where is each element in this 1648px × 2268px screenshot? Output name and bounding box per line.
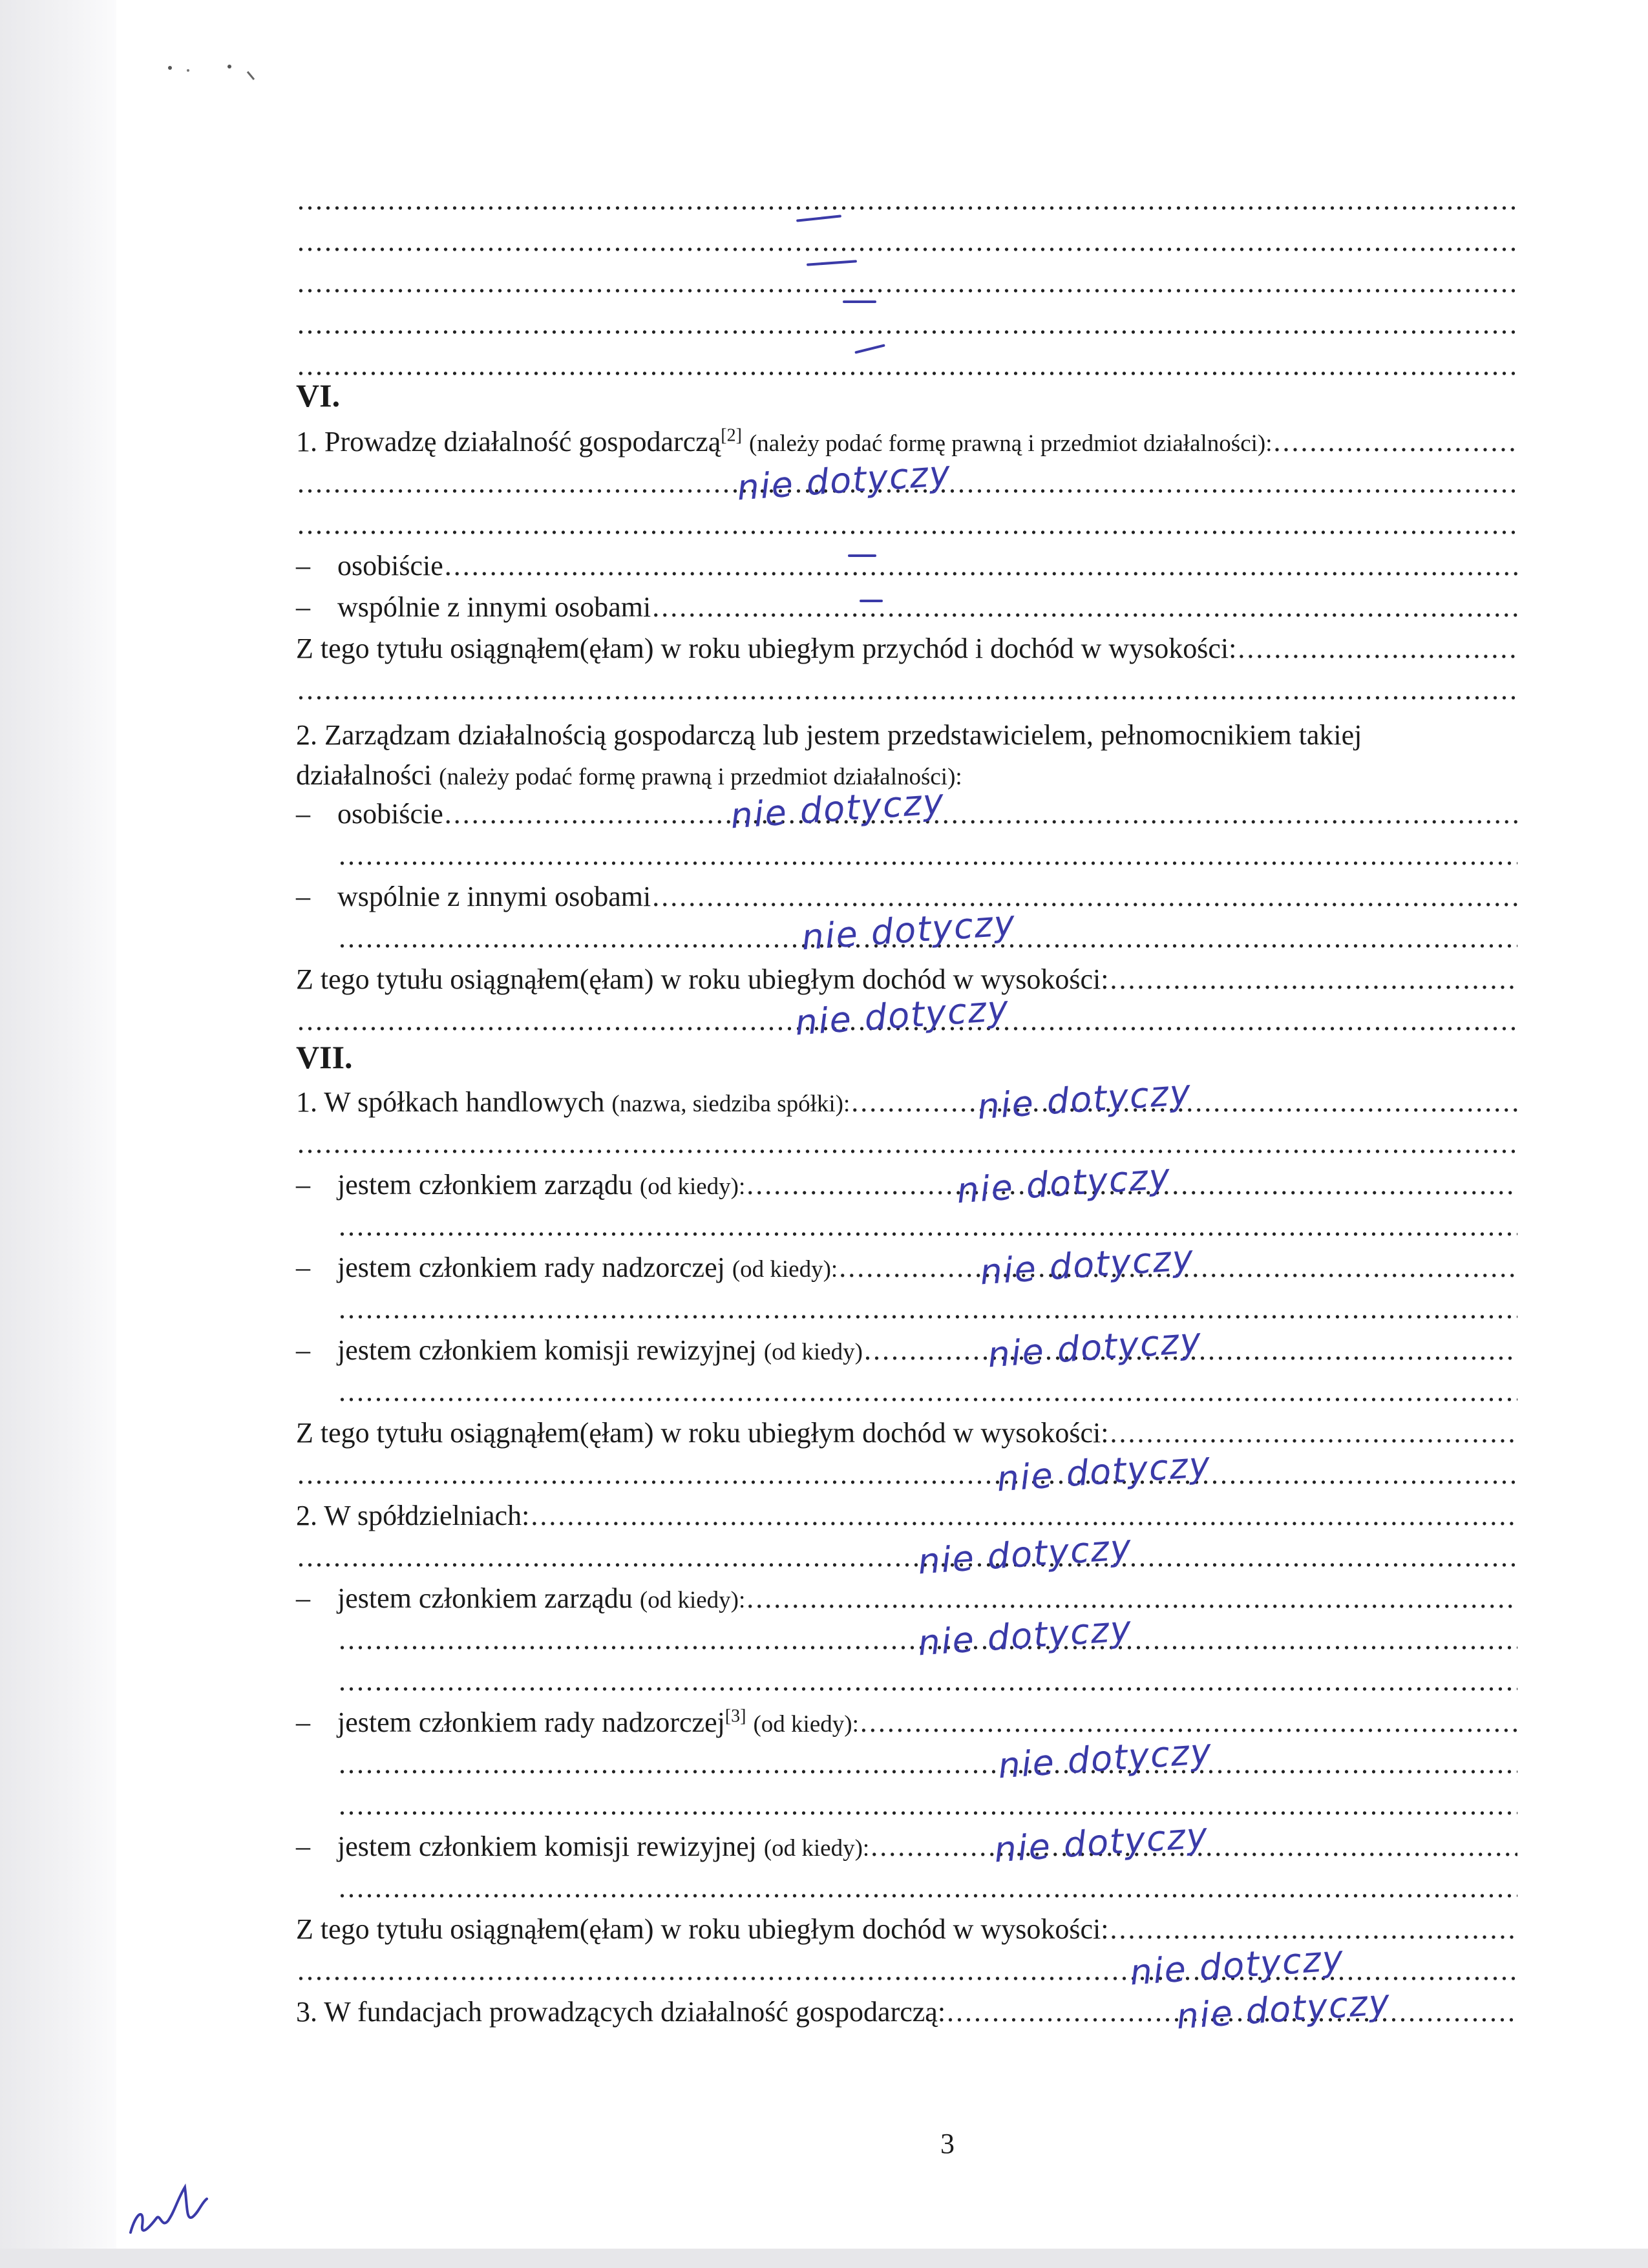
dash: – <box>296 1582 310 1614</box>
vii1-supervisory-label: jestem członkiem rady nadzorczej <box>337 1252 725 1283</box>
vi2-income-label: Z tego tytułu osiągnąłem(ęłam) w roku ubiegłym dochód w wysokości: <box>296 963 1109 995</box>
handwritten-not-applicable: nie dotyczy <box>955 1155 1172 1212</box>
section-heading-vi: VI. <box>296 377 341 414</box>
handwritten-not-applicable: nie dotyczy <box>986 1319 1203 1376</box>
vii1-board-label: jestem członkiem zarządu <box>337 1169 633 1201</box>
handwritten-not-applicable: nie dotyczy <box>993 1814 1210 1871</box>
vi-jointly-label: wspólnie z innymi osobami <box>337 591 651 623</box>
scan-bottom-edge <box>0 2249 1648 2268</box>
handwritten-dash <box>860 600 883 602</box>
vii1-income-label: Z tego tytułu osiągnąłem(ęłam) w roku ubiegłym dochód w wysokości: <box>296 1417 1109 1449</box>
dash: – <box>296 550 310 582</box>
dotted-line <box>337 1663 1517 1699</box>
signature-initials <box>123 2161 213 2245</box>
vii-item1-line <box>296 1084 1517 1122</box>
vi-item1-text: 1. Prowadzę działalność gospodarczą <box>296 426 721 457</box>
dash: – <box>296 1252 310 1283</box>
vii1-supervisory-line <box>296 1250 1517 1288</box>
footnote-ref: [3] <box>724 1706 746 1727</box>
vii-item1-text: 1. W spółkach handlowych <box>296 1086 605 1118</box>
dash: – <box>296 591 310 623</box>
handwritten-not-applicable: nie dotyczy <box>995 1444 1212 1500</box>
footnote-ref: [2] <box>721 425 742 446</box>
since-note: (od kiedy): <box>732 1256 838 1283</box>
dash: – <box>296 1169 310 1201</box>
dotted-line <box>296 182 1517 218</box>
dash: – <box>296 798 310 830</box>
vi-item2-note: (należy podać formę prawną i przedmiot działalności): <box>439 764 962 790</box>
dotted-line <box>296 672 1517 708</box>
vi2-personally-label: osobiście <box>337 798 443 830</box>
handwritten-not-applicable: nie dotyczy <box>794 987 1011 1044</box>
dash: – <box>296 881 310 912</box>
dotted-line <box>296 1539 1517 1575</box>
vii1-income-line <box>296 1415 1517 1451</box>
handwritten-not-applicable: nie dotyczy <box>735 452 953 509</box>
dash: – <box>296 1831 310 1862</box>
dotted-line <box>296 1456 1517 1493</box>
vii2-supervisory-line <box>296 1705 1517 1743</box>
dotted-line <box>296 507 1517 543</box>
since-note: (od kiedy): <box>639 1587 746 1613</box>
since-note: (od kiedy): <box>763 1835 870 1862</box>
handwritten-not-applicable: nie dotyczy <box>978 1237 1196 1293</box>
vii1-audit-label: jestem członkiem komisji rewizyjnej <box>337 1334 757 1366</box>
vi-income-line <box>296 631 1517 667</box>
vii2-audit-line <box>296 1829 1517 1867</box>
vi-personally-line <box>296 548 1517 584</box>
since-note: (od kiedy): <box>753 1711 859 1738</box>
vi2-jointly-label: wspólnie z innymi osobami <box>337 881 651 912</box>
vi-jointly-line <box>296 589 1517 625</box>
vi-item1-note: (należy podać formę prawną i przedmiot działalności): <box>748 430 1273 457</box>
dotted-line <box>337 837 1517 874</box>
handwritten-not-applicable: nie dotyczy <box>729 781 946 837</box>
vi-personally-label: osobiście <box>337 550 443 582</box>
dotted-line <box>296 265 1517 301</box>
handwritten-not-applicable: nie dotyczy <box>1128 1937 1346 1993</box>
vii-item3-text: 3. W fundacjach prowadzących działalność gospodarczą: <box>296 1996 946 2028</box>
handwritten-not-applicable: nie dotyczy <box>800 902 1017 958</box>
handwritten-not-applicable: nie dotyczy <box>916 1526 1134 1582</box>
vii2-supervisory-label: jestem członkiem rady nadzorczej <box>337 1706 725 1738</box>
page-number: 3 <box>940 2128 955 2159</box>
vii2-board-line <box>296 1580 1517 1619</box>
dotted-line <box>337 1746 1517 1782</box>
since-note: (od kiedy) <box>763 1339 863 1365</box>
vi-item2-line <box>296 717 1517 753</box>
handwritten-not-applicable: nie dotyczy <box>976 1071 1193 1128</box>
dotted-line <box>296 224 1517 260</box>
dotted-line <box>337 1374 1517 1410</box>
vi-item2-text2: działalności <box>296 759 432 791</box>
vii2-audit-label: jestem członkiem komisji rewizyjnej <box>337 1831 757 1862</box>
section-heading-vii: VII. <box>296 1039 353 1075</box>
vii2-board-label: jestem członkiem zarządu <box>337 1582 633 1614</box>
dotted-line <box>337 1208 1517 1244</box>
dash: – <box>296 1706 310 1738</box>
vi-income-label: Z tego tytułu osiągnąłem(ęłam) w roku ubiegłym przychód i dochód w wysokości: <box>296 633 1237 664</box>
handwritten-not-applicable: nie dotyczy <box>1175 1981 1392 2037</box>
vii-item1-note: (nazwa, siedziba spółki): <box>611 1091 850 1117</box>
handwritten-not-applicable: nie dotyczy <box>916 1608 1134 1664</box>
scan-margin <box>0 0 116 2268</box>
vii-item2-line <box>296 1498 1517 1534</box>
dotted-line <box>337 1870 1517 1906</box>
dotted-line <box>296 348 1517 384</box>
handwritten-dash <box>843 300 876 303</box>
vii2-income-label: Z tego tytułu osiągnąłem(ęłam) w roku ubiegłym dochód w wysokości: <box>296 1913 1109 1945</box>
handwritten-not-applicable: nie dotyczy <box>997 1730 1214 1787</box>
dash: – <box>296 1334 310 1366</box>
dotted-line <box>337 1787 1517 1823</box>
since-note: (od kiedy): <box>639 1173 746 1200</box>
vii1-audit-line <box>296 1332 1517 1370</box>
vii-item2-text: 2. W spółdzielniach: <box>296 1500 530 1531</box>
handwritten-dash <box>848 554 876 557</box>
vii1-board-line <box>296 1167 1517 1205</box>
dotted-line <box>296 1126 1517 1162</box>
vi2-income-line <box>296 961 1517 998</box>
scan-specks <box>165 61 262 87</box>
vi-item2-text: 2. Zarządzam działalnością gospodarczą lub jestem przedstawicielem, pełnomocnikiem takiej <box>296 719 1362 751</box>
dotted-line <box>296 306 1517 342</box>
dotted-line <box>337 1291 1517 1327</box>
